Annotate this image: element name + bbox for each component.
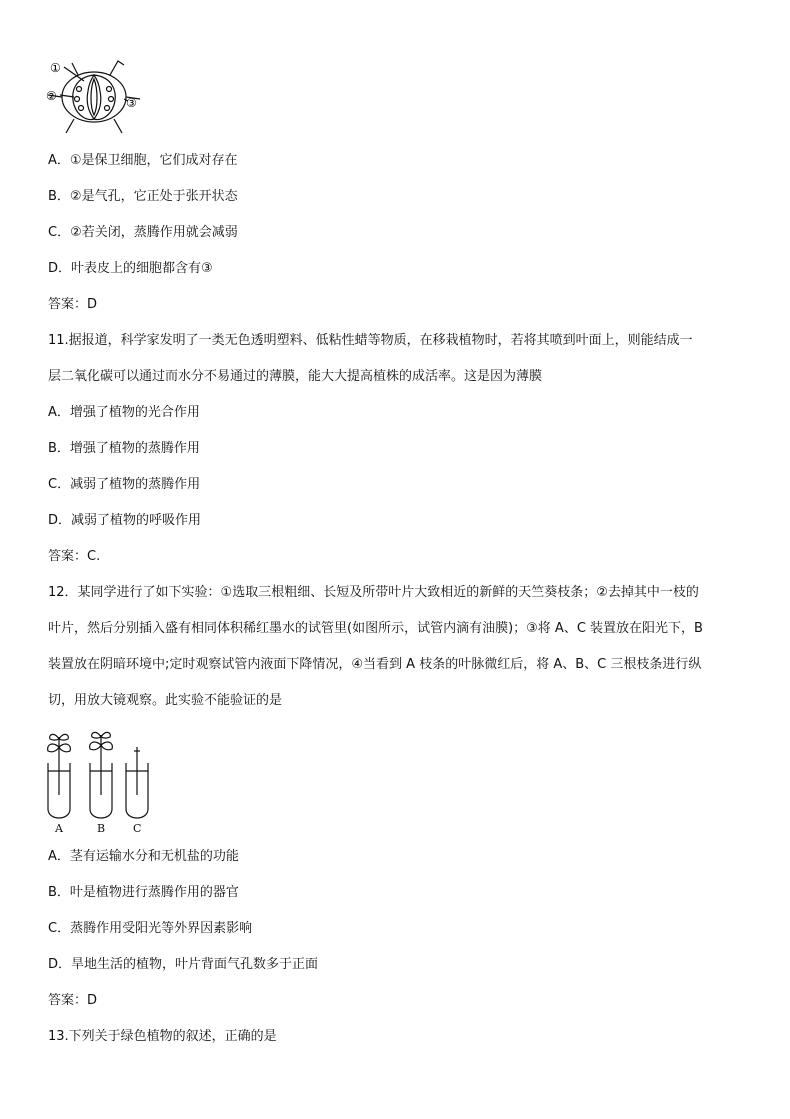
q11-option-c: C．减弱了植物的蒸腾作用 — [48, 477, 201, 492]
q13-stem: 13.下列关于绿色植物的叙述，正确的是 — [48, 1029, 277, 1044]
q10-option-a: A．①是保卫细胞，它们成对存在 — [48, 153, 238, 168]
q12-option-a: A．茎有运输水分和无机盐的功能 — [48, 849, 239, 864]
stoma-diagram — [44, 55, 144, 137]
q12-stem-line2: 叶片，然后分别插入盛有相同体积稀红墨水的试管里(如图所示，试管内滴有油膜)；③将 A、C 装置放在阳光下，B — [48, 621, 703, 636]
tube-label-c: C — [133, 822, 142, 835]
tube-b — [90, 732, 113, 818]
q11-stem-line1: 11.据报道，科学家发明了一类无色透明塑料、低粘性蜡等物质，在移栽植物时，若将其喷到叶面上，则能结成一 — [48, 333, 693, 348]
q12-stem-line1: 12．某同学进行了如下实验：①选取三根粗细、长短及所带叶片大致相近的新鲜的天竺葵枝条；②去掉其中一枝的 — [48, 585, 699, 600]
q10-option-b: B．②是气孔，它正处于张开状态 — [48, 189, 238, 204]
q10-option-c: C．②若关闭，蒸腾作用就会减弱 — [48, 225, 238, 240]
q12-stem-line4: 切，用放大镜观察。此实验不能验证的是 — [48, 693, 283, 708]
diagram-label-2: ② — [46, 89, 57, 103]
tube-a — [48, 734, 71, 818]
tube-label-a: A — [55, 822, 63, 835]
q11-option-b: B．增强了植物的蒸腾作用 — [48, 441, 200, 456]
q12-option-b: B．叶是植物进行蒸腾作用的器官 — [48, 885, 239, 900]
tube-c — [126, 747, 148, 818]
test-tubes-diagram — [40, 725, 160, 835]
q11-stem-line2: 层二氧化碳可以通过而水分不易通过的薄膜，能大大提高植株的成活率。这是因为薄膜 — [48, 369, 543, 384]
q11-option-d: D．减弱了植物的呼吸作用 — [48, 513, 202, 528]
tube-label-b: B — [97, 822, 106, 835]
diagram-label-1: ① — [50, 61, 61, 75]
diagram-label-3: ③ — [126, 96, 137, 110]
q12-option-c: C．蒸腾作用受阳光等外界因素影响 — [48, 921, 253, 936]
q11-answer: 答案：C. — [48, 549, 101, 564]
q12-stem-line3: 装置放在阴暗环境中;定时观察试管内液面下降情况，④当看到 A 枝条的叶脉微红后，将 A、B、C 三根枝条进行纵 — [48, 657, 702, 672]
q10-option-d: D．叶表皮上的细胞都含有③ — [48, 261, 213, 276]
q10-answer: 答案：D — [48, 297, 98, 312]
q12-option-d: D．旱地生活的植物，叶片背面气孔数多于正面 — [48, 957, 319, 972]
q12-answer: 答案：D — [48, 993, 98, 1008]
q11-option-a: A．增强了植物的光合作用 — [48, 405, 200, 420]
